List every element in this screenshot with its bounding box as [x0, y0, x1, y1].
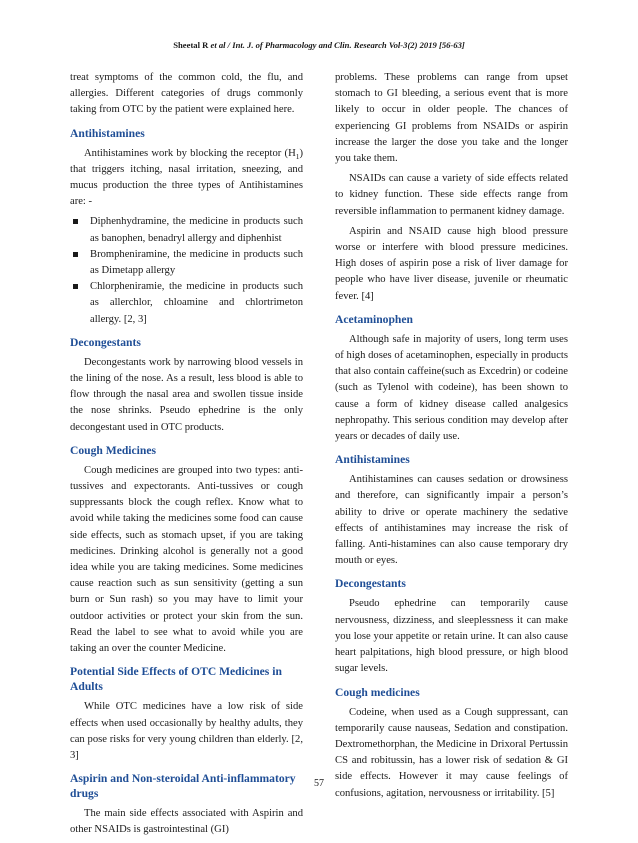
intro-paragraph: treat symptoms of the common cold, the flu, and allergies. Different categories of drugs commonly taking from OTC by the patient were explained here.: [70, 72, 303, 116]
antihistamines-paragraph: [70, 146, 303, 211]
nsaids-continued-paragraph: problems. These problems can range from upset stomach to GI bleeding, a serious event that is more likely to occur in older people. The chances of experiencing GI problems from NSAIDs or aspirin increase the larger the dose you take and the longer you take them.: [335, 72, 568, 165]
antihistamines-effects-paragraph: Antihistamines can causes sedation or drowsiness and therefore, can significantly impair a person’s ability to drive or operate machinery the sedative effects of antihistamines may increase the risk of falling. Anti-histamines can also cause temporary dry mouth or eyes.: [335, 474, 568, 567]
heading-cough-medicines-effects: Cough medicines: [335, 685, 420, 699]
nsaids-kidney-paragraph: NSAIDs can cause a variety of side effects related to kidney function. These side effects range from reversible inflammation to permanent kidney damage.: [335, 173, 568, 217]
cough-medicines-effects-paragraph: Codeine, when used as a Cough suppressant, can temporarily cause nauseas, Sedation and constipation. Dextromethorphan, the Medicine in Drixoral Pertussin CS and robitussin, has a lower risk of sedation & GI side effects. However it may cause feelings of confusions, agitation, nervousness or irritability. [5]: [335, 706, 568, 799]
page-number: 57: [314, 778, 324, 789]
antihistamines-text-a: Antihistamines work by blocking the receptor (H: [84, 147, 296, 159]
cough-medicines-paragraph: Cough medicines are grouped into two types: anti-tussives and expectorants. Anti-tussives or cough suppressants block the cough reflex. Know what to avoid while taking the medicines some food can cause side effects, such as stomach upset, if you are taking medicines. Drinking alcohol is generally not a good idea while you are taking medicines. Some medicines cause reaction such as sun sensitivity (getting a sun burn or Sun rash) so you may have to limit your outdoor activities or protect your skin from the sun. Read the label to see what to avoid while you are taking an over the counter Medicine.: [70, 464, 303, 655]
receptor-subscript: 1: [295, 151, 300, 161]
nsaids-paragraph: The main side effects associated with Aspirin and other NSAIDs is gastrointestinal (GI): [70, 808, 303, 836]
heading-side-effects: Potential Side Effects of OTC Medicines in Adults: [70, 665, 282, 694]
right-column: [335, 70, 568, 806]
header-authors: Sheetal R: [173, 40, 211, 50]
list-item: Chlorpheniramie, the medicine in products such as allerchlor, chloamine and chlortrimeton allergy. [2, 3]: [70, 279, 303, 328]
antihistamine-types-list: [70, 214, 303, 327]
heading-cough-medicines: Cough Medicines: [70, 443, 156, 457]
heading-decongestants-effects: Decongestants: [335, 577, 406, 591]
running-header: [0, 40, 638, 50]
list-item: Brompheniramine, the medicine in products such as Dimetapp allergy: [70, 247, 303, 279]
decongestants-paragraph: Decongestants work by narrowing blood vessels in the lining of the nose. As a result, less blood is able to flow through the nasal area and swollen tissue inside the nose shrinks. Pseudo ephedrine is the only decongestant used in OTC products.: [70, 356, 303, 433]
heading-acetaminophen: Acetaminophen: [335, 312, 413, 326]
side-effects-paragraph: While OTC medicines have a low risk of side effects when used occasionally by healthy adults, they can pose risks for very young children than elderly. [2, 3]: [70, 701, 303, 761]
heading-antihistamines: Antihistamines: [70, 126, 145, 140]
header-journal: et al / Int. J. of Pharmacology and Clin. Research Vol-3(2) 2019 [56-63]: [210, 40, 465, 50]
heading-nsaids: Aspirin and Non-steroidal Anti-inflammatory drugs: [70, 772, 296, 801]
list-item: Diphenhydramine, the medicine in products such as banophen, benadryl allergy and diphenhist: [70, 214, 303, 246]
acetaminophen-paragraph: Although safe in majority of users, long term uses of high doses of acetaminophen, especially in products that also contain caffeine(such as Excedrin) or codeine (such as Tylenol with codeine), has been shown to cause a form of kidney disease called analgesics nephropathy. This serious condition may develop after years or decades of daily use.: [335, 333, 568, 443]
heading-decongestants: Decongestants: [70, 335, 141, 349]
decongestants-effects-paragraph: Pseudo ephedrine can temporarily cause nervousness, dizziness, and sleeplessness it can make you lose your appetite or retain urine. It can also cause heart palpitations, high blood pressure, or high blood sugar levels.: [335, 598, 568, 675]
heading-antihistamines-effects: Antihistamines: [335, 453, 410, 467]
nsaids-blood-pressure-paragraph: Aspirin and NSAID cause high blood pressure worse or interfere with blood pressure medicines. High doses of aspirin pose a risk of liver damage for people who have liver disease, juvenile or rheumatic fever. [4]: [335, 225, 568, 302]
antihistamines-text-b: ) that triggers itching, nasal irritation, sneezing, and mucus production the three types of Antihistamines are: -: [70, 147, 303, 208]
left-column: [70, 70, 303, 843]
